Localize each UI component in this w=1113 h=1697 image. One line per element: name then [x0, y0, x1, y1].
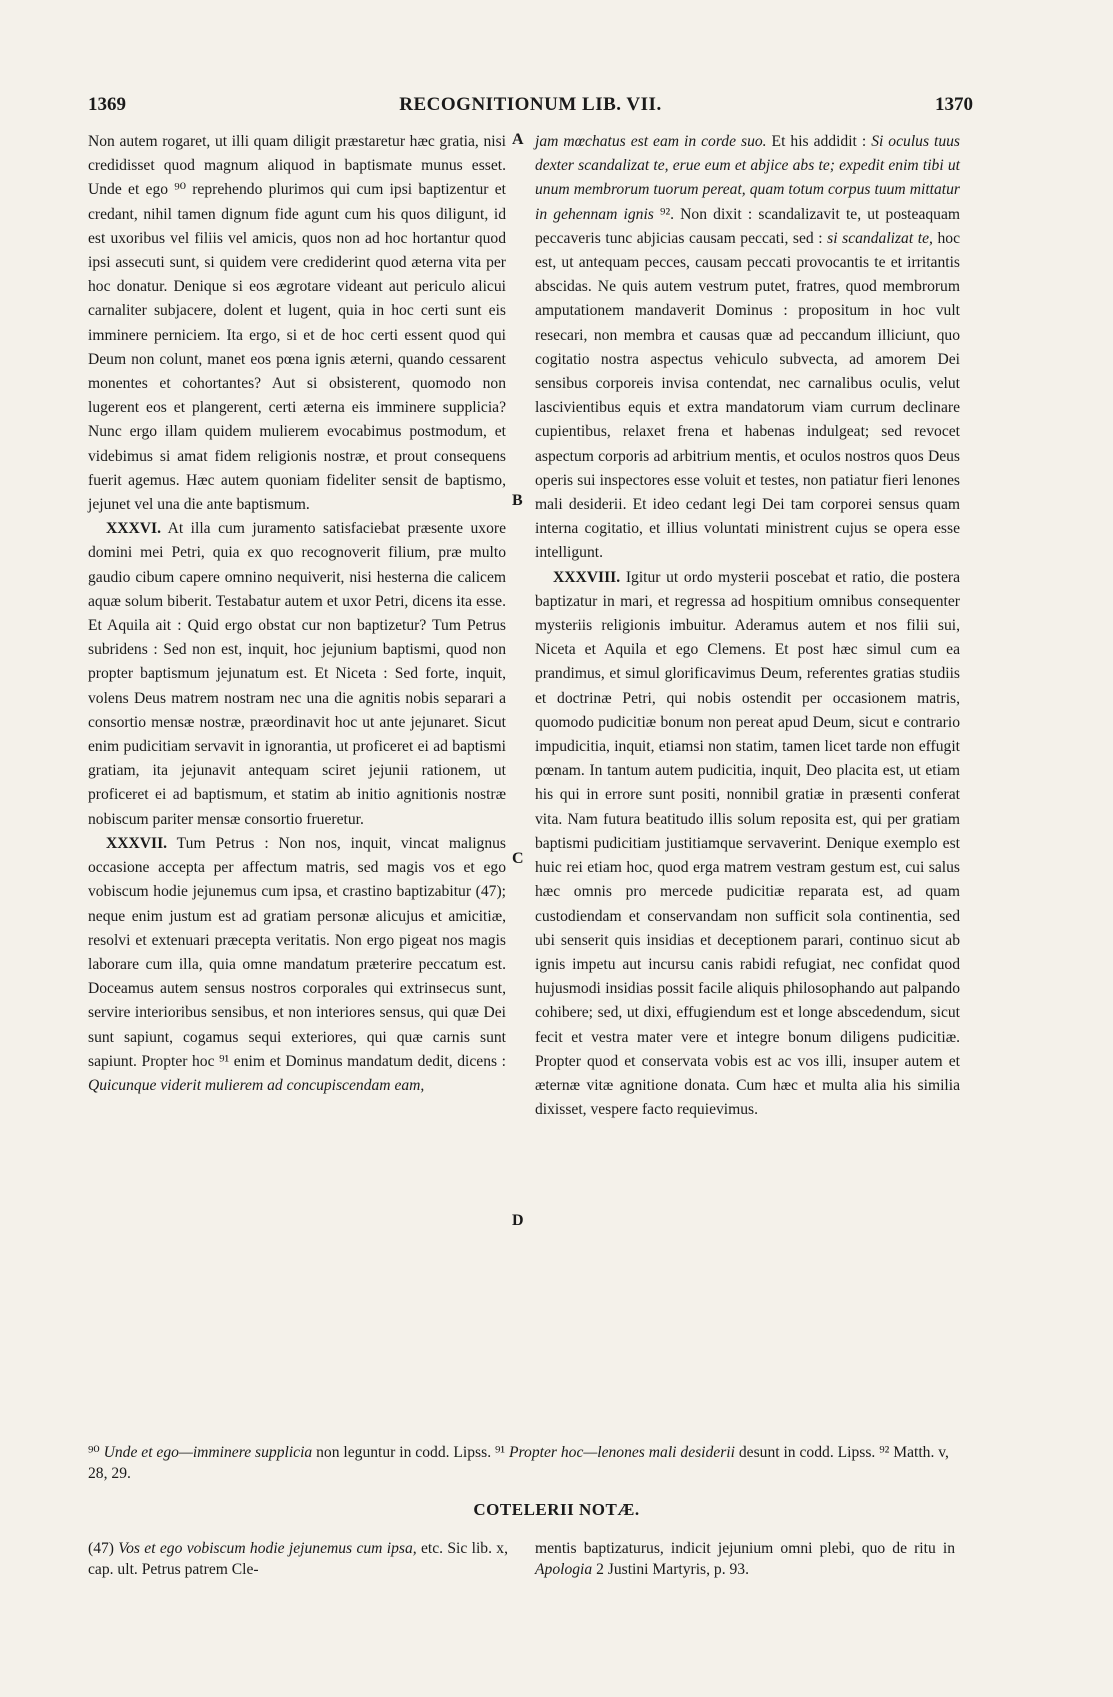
footnote-91-text: desunt in codd. Lipss.: [734, 1444, 880, 1461]
section-37-quote: Quicunque viderit mulierem ad concupiscendam eam,: [88, 1076, 425, 1094]
right-column: [535, 130, 960, 1122]
margin-mark-d: D: [512, 1212, 524, 1229]
notes-title: COTELERII NOTÆ.: [473, 1500, 640, 1519]
section-38-number: XXXVIII.: [553, 568, 621, 586]
page-number-left: 1369: [88, 94, 126, 115]
footnote-91-quote: Propter hoc—lenones mali desiderii: [509, 1444, 735, 1461]
note-right-text-1: mentis baptizaturus, indicit jejunium omni plebi, quo de ritu in: [535, 1540, 955, 1557]
note-right-column: [535, 1538, 955, 1580]
text-3: hoc est, ut antequam pecces, causam peccati provocantis te et irritantis abscidas. Ne quis autem vestrum putet, fratres, quod membrorum amputationem mandaverit Dominus : propositum in hoc vult resecari, non membra et causas quæ ad peccandum illiciunt, quo cogitatio nostra aspectus vehiculo subvecta, ad amorem Dei sensibus corporeis invisa contendat, nec carnalibus oculis, velut lascivientibus equis et extra mandatorum viam currum declinare cupientibus, relaxet frena et habenas indulgeat; sed revocet aspectum corporis ad arbitrium mentis, et oculos nostros quos Deus operis sui inspectores esse voluit et testes, non patiatur fieri lenones mali desiderii. Et ideo cedant legi Dei tam corporei sensus quam interna cogitatio, et illius voluntati ministrent cujus se opera esse intelligunt.: [535, 229, 960, 562]
section-36: [88, 517, 506, 832]
note-right-quote: Apologia: [535, 1561, 593, 1578]
section-38-text: Igitur ut ordo mysterii poscebat et ratio, die postera baptizatur in mari, et regressa ad hospitium omnibus consequenter mysteriis religionis imbuitur. Aderamus autem et nos filii sui, Niceta et Aquila et ego Clemens. Et post hæc simul cum ea prandimus, et simul glorificavimus Deum, referentes gratias studiis et doctrinæ Petri, qui nobis ostendit per occasionem matris, quomodo pudicitiæ bonum non pereat apud Deum, sicut e contrario impudicitia, inquit, etiamsi non statim, tamen licet tarde non effugit pœnam. In tantum autem pudicitia, inquit, Deo placita est, ut etiam his qui in errore sunt positi, nonnibil gratiæ in præsenti conferat vita. Nam futura beatitudo illis solum reposita est, qui per gratiam baptismi pudicitiam justitiamque servaverint. Denique exemplo est huic rei etiam hoc, quod erga matrem vestram gestum est, cui salus hæc omnis pro mercede pudicitiæ reparata est, ad quam custodiendam et conservandam non sufficit sola continentia, sed ubi senserit quis insidias et deceptionem parari, continuo sicut ab ignis impetu aut incursu canis rabidi refugiat, nec confidat quod hujusmodi insidias possit facile aliquis philosophando aut palpando cohibere; sed, ut dixi, effugiendum est et longe abscedendum, sicut fecit et vestra mater vere et integre bonum diligens pudicitiæ. Propter quod et conservata vobis est ac vos illi, insuper autem et æternæ vitæ agnitione donata. Cum hæc et multa alia his similia dixisset, vespere facto requievimus.: [535, 568, 960, 1119]
section-37: [88, 832, 506, 1098]
text-2: ⁹². Non dixit : scandalizavit te, ut posteaquam peccaveris tunc abjicias causam peccati, sed :: [535, 205, 961, 247]
paragraph-intro: Non autem rogaret, ut illi quam diligit præstaretur hæc gratia, nisi credidisset quod magnum aliquod in baptismate munus esset. Unde et ego ⁹⁰ reprehendo plurimos qui cum ipsi baptizentur et credant, nihil tamen dignum fide agunt cum his quos diligunt, id est uxoribus vel filiis vel amicis, quos non ad hoc hortantur quod ipsi assecuti sunt, si quidem vere crediderint quod æterna vita per hoc donatur. Denique si eos ægrotare videant aut periculo alicui carnaliter subjacere, dolent et lugent, quia in hoc certi sunt eis imminere perniciem. Ita ergo, si et de hoc certi essent quod qui Deum non colunt, manet eos pœna ignis æterni, quando cessarent monentes et cohortantes? Aut si obsisterent, quomodo non lugerent eos et plangerent, certi æterna eis imminere supplicia? Nunc ergo illam quidem mulierem evocabimus postmodum, et videbimus si amat fidem religionis nostræ, et prout consequens fuerit agemus. Hæc autem quoniam fideliter sensit de baptismo, jejunet vel una die ante baptismum.: [88, 133, 506, 514]
page-header: [88, 94, 973, 124]
note-47-number: (47): [88, 1540, 114, 1557]
section-37-number: XXXVII.: [106, 834, 168, 852]
note-left-column: [88, 1538, 508, 1580]
left-column: [88, 130, 506, 1098]
footnote-92: ⁹² Matth. v, 28, 29.: [88, 1444, 949, 1482]
margin-mark-a: A: [512, 131, 524, 148]
note-47-text: etc. Sic lib. x, cap. ult. Petrus patrem Cle-: [88, 1540, 508, 1578]
footnote-91-number: ⁹¹: [495, 1444, 506, 1461]
section-36-text: At illa cum juramento satisfaciebat præsente uxore domini mei Petri, quia ex quo recognoverit filium, præ multo gaudio cibum capere omnino nequiverit, nisi hesterna die calicem aquæ solum biberit. Testabatur autem et uxor Petri, dicens ita esse. Et Aquila ait : Quid ergo obstat cur non baptizetur? Tum Petrus subridens : Sed non est, inquit, hoc jejunium baptismi, quod non propter baptismum jejunatum est. Et Niceta : Sed forte, inquit, volens Deus matrem nostram nec una die agnitis nobis separari a consortio mensæ nostræ, præordinavit hoc ut ante jejunaret. Sicut enim pudicitiam servavit in ignorantia, ut proficeret ei ad baptismi gratiam, ita jejunavit antequam sciret jejunii rationem, ut proficeret ei ad baptismum, et statim ab initio agnitionis nostræ nobiscum pariter mensæ consortio frueretur.: [88, 520, 506, 828]
quote-3: si scandalizat te,: [827, 229, 933, 247]
paragraph-continuation: [535, 130, 960, 566]
note-47-quote: Vos et ego vobiscum hodie jejunemus cum ipsa,: [113, 1540, 417, 1557]
text-1: Et his addidit :: [766, 133, 872, 150]
footnote-90-text: non leguntur in codd. Lipss.: [312, 1444, 495, 1461]
footnote-line-1: [88, 1442, 968, 1484]
margin-mark-b: B: [512, 492, 523, 509]
section-38: [535, 566, 960, 1123]
note-right-text-2: 2 Justini Martyris, p. 93.: [592, 1561, 749, 1578]
section-37-text: Tum Petrus : Non nos, inquit, vincat malignus occasione accepta per affectum matris, sed magis vos et ego vobiscum hodie jejunemus cum ipsa, et crastino baptizabitur (47); neque enim justum est ad gratiam personæ alicujus et amicitiæ, resolvi et extenuari præcepta veritatis. Non ergo pigeat nos magis laborare cum illa, quia omne mandatum præterire peccatum est. Doceamus autem sensus nostros corporales qui extrinsecus sunt, servire interioribus sensibus, et non interiores sensus, qui quæ Dei sunt sapiunt, cogamus sequi exteriores, qui quæ carnis sunt sapiunt. Propter hoc ⁹¹ enim et Dominus mandatum dedit, dicens :: [88, 834, 506, 1070]
section-36-number: XXXVI.: [106, 520, 162, 538]
margin-mark-c: C: [512, 850, 524, 867]
quote-2: Si oculus tuus dexter scandalizat te, erue eum et abjice abs te; expedit enim tibi ut unum membrorum tuorum pereat, quam totum corpus tuum mittatur in gehennam ignis: [535, 133, 960, 223]
footnotes: [88, 1442, 968, 1484]
footnote-90-number: ⁹⁰: [88, 1444, 100, 1461]
running-title: RECOGNITIONUM LIB. VII.: [399, 94, 662, 115]
page-number-right: 1370: [935, 94, 973, 115]
quote-1: jam mœchatus est eam in corde suo.: [535, 133, 767, 150]
footnote-90-quote: Unde et ego—imminere supplicia: [103, 1444, 313, 1461]
